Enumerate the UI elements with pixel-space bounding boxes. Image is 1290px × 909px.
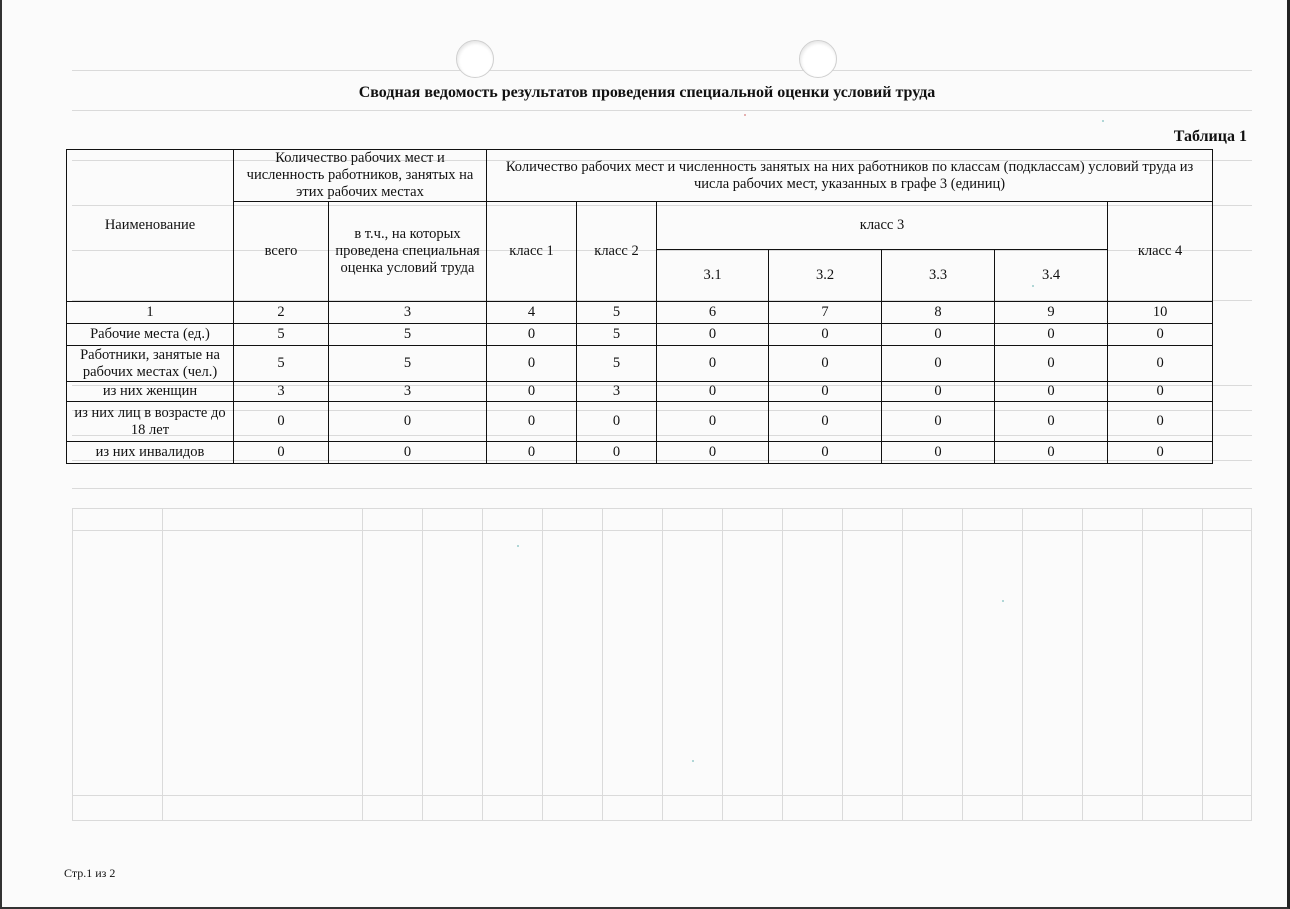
header-row-2 xyxy=(67,202,1213,250)
row-label: из них лиц в возрасте до 18 лет xyxy=(67,402,234,442)
table-cell: 0 xyxy=(769,346,882,382)
table-cell: 0 xyxy=(657,402,769,442)
column-number: 9 xyxy=(995,302,1108,324)
table-cell: 0 xyxy=(657,346,769,382)
column-number: 4 xyxy=(487,302,577,324)
table-cell: 0 xyxy=(882,442,995,464)
table-cell: 0 xyxy=(329,442,487,464)
header-sub-3-1: 3.1 xyxy=(657,250,769,302)
document-title: Сводная ведомость результатов проведения специальной оценки условий труда xyxy=(358,84,936,101)
table-cell: 0 xyxy=(577,402,657,442)
header-class1: класс 1 xyxy=(487,202,577,302)
column-number: 7 xyxy=(769,302,882,324)
table-cell: 0 xyxy=(1108,442,1213,464)
table-cell: 0 xyxy=(487,346,577,382)
header-workplaces-group: Количество рабочих мест и численность работников, занятых на этих рабочих местах xyxy=(234,150,487,202)
table-cell: 0 xyxy=(995,382,1108,402)
table-cell: 0 xyxy=(882,324,995,346)
table-cell: 5 xyxy=(577,346,657,382)
table-cell: 0 xyxy=(577,442,657,464)
column-number-row xyxy=(67,302,1213,324)
table-cell: 0 xyxy=(769,402,882,442)
summary-table xyxy=(66,149,1213,464)
table-cell: 0 xyxy=(769,324,882,346)
table-cell: 5 xyxy=(234,346,329,382)
table-cell: 0 xyxy=(487,402,577,442)
scan-speck xyxy=(1102,120,1104,122)
page-number: Стр.1 из 2 xyxy=(64,866,116,880)
table-row xyxy=(67,402,1213,442)
column-number: 3 xyxy=(329,302,487,324)
table-cell: 5 xyxy=(329,346,487,382)
header-classes-group: Количество рабочих мест и численность занятых на них работников по классам (подклассам) условий труда из числа рабочих мест, указанных в графе 3 (единиц) xyxy=(487,150,1213,202)
header-sub-3-4: 3.4 xyxy=(995,250,1108,302)
table-cell: 0 xyxy=(769,442,882,464)
table-cell: 0 xyxy=(234,442,329,464)
scan-speck xyxy=(692,760,694,762)
table-cell: 0 xyxy=(995,346,1108,382)
table-cell: 5 xyxy=(329,324,487,346)
table-cell: 0 xyxy=(995,442,1108,464)
table-cell: 0 xyxy=(234,402,329,442)
column-number: 1 xyxy=(67,302,234,324)
row-label: из них женщин xyxy=(67,382,234,402)
header-row-1 xyxy=(67,150,1213,202)
table-cell: 0 xyxy=(882,346,995,382)
table-cell: 5 xyxy=(234,324,329,346)
table-row xyxy=(67,346,1213,382)
header-sub-3-2: 3.2 xyxy=(769,250,882,302)
scan-speck xyxy=(744,114,746,116)
table-cell: 0 xyxy=(1108,346,1213,382)
table-cell: 0 xyxy=(657,324,769,346)
header-total: всего xyxy=(234,202,329,302)
table-number: Таблица 1 xyxy=(1173,128,1247,145)
table-cell: 5 xyxy=(577,324,657,346)
scan-speck xyxy=(1002,600,1004,602)
table-row xyxy=(67,324,1213,346)
header-class2: класс 2 xyxy=(577,202,657,302)
table-cell: 0 xyxy=(487,442,577,464)
table-cell: 3 xyxy=(329,382,487,402)
table-cell: 0 xyxy=(329,402,487,442)
column-number: 8 xyxy=(882,302,995,324)
table-row xyxy=(67,382,1213,402)
header-assessed: в т.ч., на которых проведена специальная оценка условий труда xyxy=(329,202,487,302)
column-number: 10 xyxy=(1108,302,1213,324)
table-cell: 0 xyxy=(1108,402,1213,442)
table-cell: 0 xyxy=(1108,382,1213,402)
table-cell: 0 xyxy=(657,382,769,402)
header-name: Наименование xyxy=(67,150,234,302)
column-number: 2 xyxy=(234,302,329,324)
table-row xyxy=(67,442,1213,464)
table-cell: 0 xyxy=(882,382,995,402)
row-label: Работники, занятые на рабочих местах (чел.) xyxy=(67,346,234,382)
table-cell: 3 xyxy=(577,382,657,402)
scan-speck xyxy=(517,545,519,547)
table-cell: 0 xyxy=(769,382,882,402)
table-cell: 0 xyxy=(657,442,769,464)
punch-hole xyxy=(799,40,837,78)
table-cell: 0 xyxy=(487,324,577,346)
table-cell: 0 xyxy=(995,324,1108,346)
column-number: 6 xyxy=(657,302,769,324)
table-cell: 0 xyxy=(882,402,995,442)
row-label: из них инвалидов xyxy=(67,442,234,464)
table-cell: 0 xyxy=(487,382,577,402)
header-class3: класс 3 xyxy=(657,202,1108,250)
header-class4: класс 4 xyxy=(1108,202,1213,302)
header-sub-3-3: 3.3 xyxy=(882,250,995,302)
row-label: Рабочие места (ед.) xyxy=(67,324,234,346)
table-cell: 0 xyxy=(995,402,1108,442)
table-cell: 0 xyxy=(1108,324,1213,346)
punch-hole xyxy=(456,40,494,78)
column-number: 5 xyxy=(577,302,657,324)
table-cell: 3 xyxy=(234,382,329,402)
